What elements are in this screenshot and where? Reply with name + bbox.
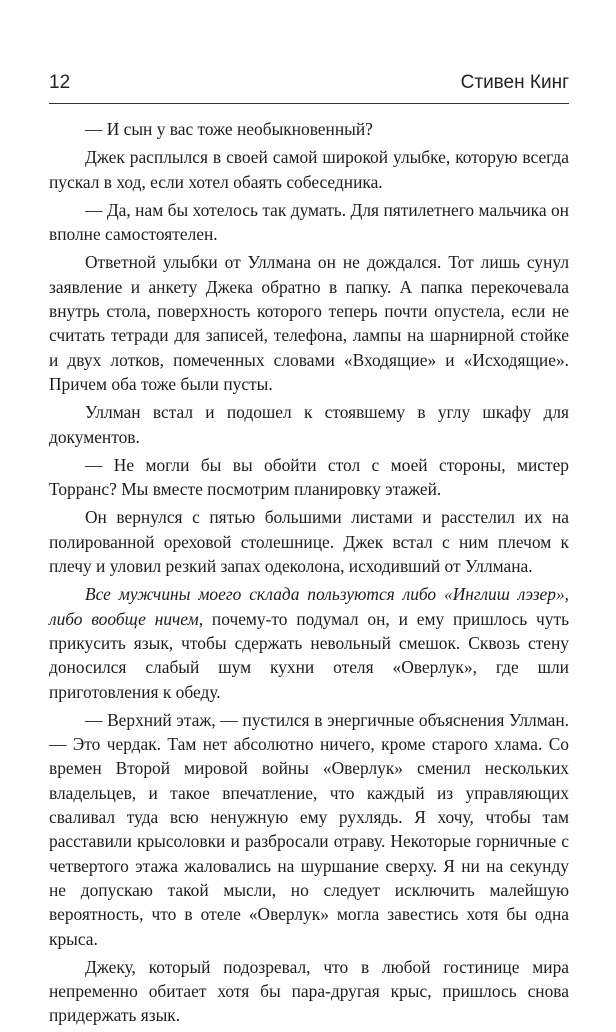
paragraph: Джеку, который подозревал, что в любой гостинице мира непременно обитает хотя бы пара-другая крыс, пришлось снова придержать язык. [49, 956, 569, 1026]
paragraph: — Верхний этаж, — пустился в энергичные объяснения Уллман. — Это чердак. Там нет абсолютно ничего, кроме старого хлама. Со времен Второй мировой войны «Оверлук» сменил нескольких владельцев, и такое впечатление, что каждый из управляющих сваливал туда всю ненужную ему рухлядь. Я хочу, чтобы там расставили крысоловки и разбросали отраву. Некоторые горничные с четвертого этажа жаловались на шуршание сверху. Я ни на секунду не допускаю такой мысли, но следует исключить малейшую вероятность, что в отеле «Оверлук» могла завестись хотя бы одна крыса. [49, 709, 569, 949]
paragraph: Уллман встал и подошел к стоявшему в углу шкафу для документов. [49, 402, 569, 447]
header-rule [49, 103, 569, 104]
paragraph: Джек расплылся в своей самой широкой улыбке, которую всегда пускал в ход, если хотел обаять собеседника. [49, 147, 569, 192]
paragraph: Ответной улыбки от Уллмана он не дождался. Тот лишь сунул заявление и анкету Джека обратно в папку. А папка перекочевала внутрь стола, поверхность которого теперь почти опустела, если не считать тетради для записей, телефона, лампы на шарнирной стойке и двух лотков, помеченных словами «Входящие» и «Исходящие». Причем оба тоже были пусты. [49, 252, 569, 394]
paragraph: Он вернулся с пятью большими листами и расстелил их на полированной ореховой столешнице. Джек встал с ним плечом к плечу и уловил резкий запах одеколона, исходивший от Уллмана. [49, 507, 569, 577]
paragraph: — Да, нам бы хотелось так думать. Для пятилетнего мальчика он вполне самостоятелен. [49, 199, 569, 245]
paragraph-with-italic [49, 582, 569, 703]
body-text [49, 117, 569, 1032]
paragraph: — И сын у вас тоже необыкновенный? [85, 119, 373, 139]
italic-thought: Все мужчины моего склада пользуются либо «Инглиш лэзер», либо вообще ничем, [49, 584, 569, 629]
paragraph: — Не могли бы вы обойти стол с моей стороны, мистер Торранс? Мы вместе посмотрим планировку этажей. [49, 454, 569, 500]
page-number: 12 [49, 72, 71, 93]
paragraph-continuation: почему-то подумал он, и ему пришлось чуть прикусить язык, чтобы сдержать невольный смешок. Сквозь стену доносился слабый шум кухни отеля «Оверлук», где шли приготовления к обеду. [49, 608, 569, 702]
running-title: Стивен Кинг [460, 72, 569, 93]
running-header [49, 72, 569, 104]
